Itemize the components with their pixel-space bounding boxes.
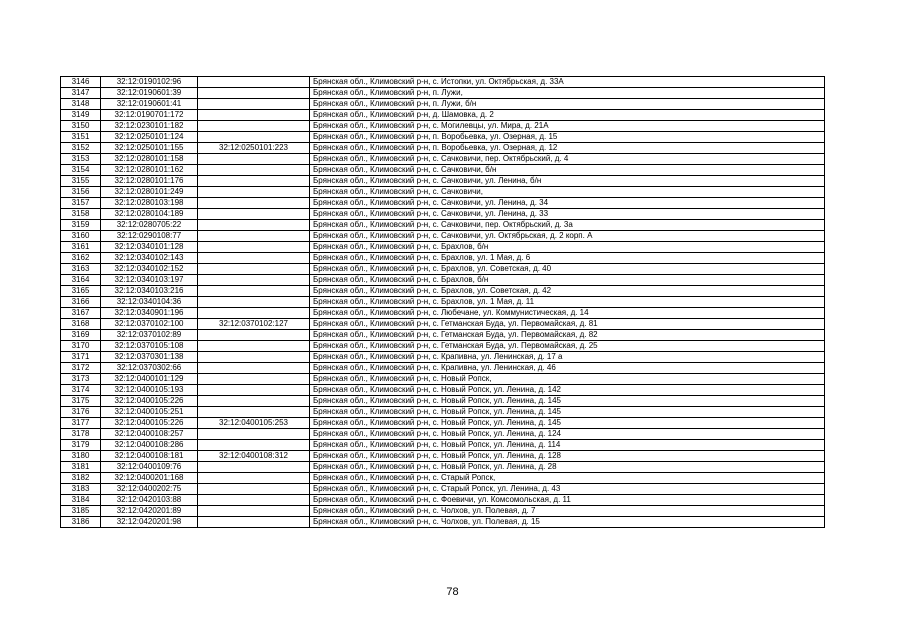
table-row bbox=[61, 165, 825, 176]
address-cell: Брянская обл., Климовский р-н, с. Гетманская Буда, ул. Первомайская, д. 82 bbox=[310, 330, 825, 341]
related-cadastral-number-cell bbox=[198, 209, 310, 220]
table-row bbox=[61, 209, 825, 220]
address-cell: Брянская обл., Климовский р-н, с. Сачковичи, ул. Ленина, б/н bbox=[310, 176, 825, 187]
table-row bbox=[61, 473, 825, 484]
property-table bbox=[60, 76, 825, 528]
row-number-cell: 3157 bbox=[61, 198, 101, 209]
table-row bbox=[61, 462, 825, 473]
related-cadastral-number-cell bbox=[198, 517, 310, 528]
address-cell: Брянская обл., Климовский р-н, с. Новый Ропск, ул. Ленина, д. 145 bbox=[310, 396, 825, 407]
table-row bbox=[61, 121, 825, 132]
row-number-cell: 3183 bbox=[61, 484, 101, 495]
address-cell: Брянская обл., Климовский р-н, с. Сачковичи, bbox=[310, 187, 825, 198]
address-cell: Брянская обл., Климовский р-н, с. Старый Ропск, bbox=[310, 473, 825, 484]
related-cadastral-number-cell bbox=[198, 187, 310, 198]
row-number-cell: 3168 bbox=[61, 319, 101, 330]
row-number-cell: 3165 bbox=[61, 286, 101, 297]
row-number-cell: 3181 bbox=[61, 462, 101, 473]
table-row bbox=[61, 198, 825, 209]
address-cell: Брянская обл., Климовский р-н, с. Чолхов, ул. Полевая, д. 7 bbox=[310, 506, 825, 517]
related-cadastral-number-cell bbox=[198, 440, 310, 451]
cadastral-number-cell: 32:12:0340103:197 bbox=[101, 275, 198, 286]
address-cell: Брянская обл., Климовский р-н, д. Шамовка, д. 2 bbox=[310, 110, 825, 121]
address-cell: Брянская обл., Климовский р-н, с. Новый Ропск, ул. Ленина, д. 124 bbox=[310, 429, 825, 440]
cadastral-number-cell: 32:12:0190601:39 bbox=[101, 88, 198, 99]
cadastral-number-cell: 32:12:0190701:172 bbox=[101, 110, 198, 121]
related-cadastral-number-cell bbox=[198, 429, 310, 440]
address-cell: Брянская обл., Климовский р-н, с. Новый Ропск, ул. Ленина, д. 28 bbox=[310, 462, 825, 473]
table-row bbox=[61, 506, 825, 517]
cadastral-number-cell: 32:12:0340104:36 bbox=[101, 297, 198, 308]
row-number-cell: 3179 bbox=[61, 440, 101, 451]
related-cadastral-number-cell bbox=[198, 352, 310, 363]
address-cell: Брянская обл., Климовский р-н, с. Сачковичи, ул. Октябрьская, д. 2 корп. А bbox=[310, 231, 825, 242]
related-cadastral-number-cell bbox=[198, 275, 310, 286]
related-cadastral-number-cell bbox=[198, 88, 310, 99]
cadastral-number-cell: 32:12:0420201:89 bbox=[101, 506, 198, 517]
row-number-cell: 3146 bbox=[61, 77, 101, 88]
related-cadastral-number-cell bbox=[198, 77, 310, 88]
address-cell: Брянская обл., Климовский р-н, п. Воробьевка, ул. Озерная, д. 12 bbox=[310, 143, 825, 154]
address-cell: Брянская обл., Климовский р-н, п. Лужи, bbox=[310, 88, 825, 99]
related-cadastral-number-cell bbox=[198, 110, 310, 121]
table-row bbox=[61, 429, 825, 440]
table-row bbox=[61, 374, 825, 385]
row-number-cell: 3172 bbox=[61, 363, 101, 374]
table-row bbox=[61, 275, 825, 286]
related-cadastral-number-cell bbox=[198, 407, 310, 418]
row-number-cell: 3156 bbox=[61, 187, 101, 198]
row-number-cell: 3175 bbox=[61, 396, 101, 407]
related-cadastral-number-cell bbox=[198, 363, 310, 374]
address-cell: Брянская обл., Климовский р-н, с. Сачковичи, ул. Ленина, д. 33 bbox=[310, 209, 825, 220]
cadastral-number-cell: 32:12:0400201:168 bbox=[101, 473, 198, 484]
related-cadastral-number-cell bbox=[198, 253, 310, 264]
row-number-cell: 3147 bbox=[61, 88, 101, 99]
cadastral-number-cell: 32:12:0370302:66 bbox=[101, 363, 198, 374]
cadastral-number-cell: 32:12:0280103:198 bbox=[101, 198, 198, 209]
address-cell: Брянская обл., Климовский р-н, с. Брахлов, б/н bbox=[310, 275, 825, 286]
row-number-cell: 3177 bbox=[61, 418, 101, 429]
address-cell: Брянская обл., Климовский р-н, с. Фоевичи, ул. Комсомольская, д. 11 bbox=[310, 495, 825, 506]
address-cell: Брянская обл., Климовский р-н, с. Гетманская Буда, ул. Первомайская, д. 25 bbox=[310, 341, 825, 352]
related-cadastral-number-cell bbox=[198, 297, 310, 308]
cadastral-number-cell: 32:12:0280101:249 bbox=[101, 187, 198, 198]
cadastral-number-cell: 32:12:0280101:176 bbox=[101, 176, 198, 187]
address-cell: Брянская обл., Климовский р-н, с. Сачковичи, пер. Октябрьский, д. 3а bbox=[310, 220, 825, 231]
row-number-cell: 3178 bbox=[61, 429, 101, 440]
row-number-cell: 3164 bbox=[61, 275, 101, 286]
row-number-cell: 3180 bbox=[61, 451, 101, 462]
row-number-cell: 3149 bbox=[61, 110, 101, 121]
table-row bbox=[61, 264, 825, 275]
address-cell: Брянская обл., Климовский р-н, с. Новый Ропск, ул. Ленина, д. 142 bbox=[310, 385, 825, 396]
table-row bbox=[61, 440, 825, 451]
table-row bbox=[61, 407, 825, 418]
cadastral-number-cell: 32:12:0400105:251 bbox=[101, 407, 198, 418]
table-row bbox=[61, 308, 825, 319]
row-number-cell: 3148 bbox=[61, 99, 101, 110]
address-cell: Брянская обл., Климовский р-н, с. Новый Ропск, bbox=[310, 374, 825, 385]
table-row bbox=[61, 451, 825, 462]
address-cell: Брянская обл., Климовский р-н, с. Сачковичи, б/н bbox=[310, 165, 825, 176]
related-cadastral-number-cell bbox=[198, 308, 310, 319]
cadastral-number-cell: 32:12:0230101:182 bbox=[101, 121, 198, 132]
cadastral-number-cell: 32:12:0280104:189 bbox=[101, 209, 198, 220]
address-cell: Брянская обл., Климовский р-н, с. Истопки, ул. Октябрьская, д. 33А bbox=[310, 77, 825, 88]
cadastral-number-cell: 32:12:0400101:129 bbox=[101, 374, 198, 385]
related-cadastral-number-cell: 32:12:0370102:127 bbox=[198, 319, 310, 330]
address-cell: Брянская обл., Климовский р-н, с. Крапивна, ул. Ленинская, д. 17 а bbox=[310, 352, 825, 363]
related-cadastral-number-cell bbox=[198, 165, 310, 176]
table-row bbox=[61, 517, 825, 528]
address-cell: Брянская обл., Климовский р-н, с. Чолхов, ул. Полевая, д. 15 bbox=[310, 517, 825, 528]
related-cadastral-number-cell bbox=[198, 176, 310, 187]
address-cell: Брянская обл., Климовский р-н, с. Новый Ропск, ул. Ленина, д. 114 bbox=[310, 440, 825, 451]
cadastral-number-cell: 32:12:0400108:181 bbox=[101, 451, 198, 462]
cadastral-number-cell: 32:12:0340103:216 bbox=[101, 286, 198, 297]
table-row bbox=[61, 418, 825, 429]
related-cadastral-number-cell bbox=[198, 495, 310, 506]
row-number-cell: 3162 bbox=[61, 253, 101, 264]
related-cadastral-number-cell: 32:12:0400108:312 bbox=[198, 451, 310, 462]
row-number-cell: 3171 bbox=[61, 352, 101, 363]
table-row bbox=[61, 231, 825, 242]
row-number-cell: 3163 bbox=[61, 264, 101, 275]
row-number-cell: 3176 bbox=[61, 407, 101, 418]
table-row bbox=[61, 242, 825, 253]
table-row bbox=[61, 154, 825, 165]
table-row bbox=[61, 341, 825, 352]
cadastral-number-cell: 32:12:0400202:75 bbox=[101, 484, 198, 495]
cadastral-number-cell: 32:12:0280705:22 bbox=[101, 220, 198, 231]
table-row bbox=[61, 495, 825, 506]
row-number-cell: 3170 bbox=[61, 341, 101, 352]
table-row bbox=[61, 330, 825, 341]
related-cadastral-number-cell bbox=[198, 506, 310, 517]
table-row bbox=[61, 352, 825, 363]
cadastral-number-cell: 32:12:0370105:108 bbox=[101, 341, 198, 352]
row-number-cell: 3161 bbox=[61, 242, 101, 253]
row-number-cell: 3152 bbox=[61, 143, 101, 154]
related-cadastral-number-cell bbox=[198, 132, 310, 143]
cadastral-number-cell: 32:12:0290108:77 bbox=[101, 231, 198, 242]
cadastral-number-cell: 32:12:0420103:88 bbox=[101, 495, 198, 506]
address-cell: Брянская обл., Климовский р-н, с. Сачковичи, пер. Октябрьский, д. 4 bbox=[310, 154, 825, 165]
related-cadastral-number-cell bbox=[198, 231, 310, 242]
row-number-cell: 3159 bbox=[61, 220, 101, 231]
related-cadastral-number-cell: 32:12:0400105:253 bbox=[198, 418, 310, 429]
table-row bbox=[61, 286, 825, 297]
cadastral-number-cell: 32:12:0280101:158 bbox=[101, 154, 198, 165]
address-cell: Брянская обл., Климовский р-н, с. Брахлов, ул. Советская, д. 40 bbox=[310, 264, 825, 275]
row-number-cell: 3166 bbox=[61, 297, 101, 308]
table-row bbox=[61, 253, 825, 264]
table-row bbox=[61, 385, 825, 396]
table-row bbox=[61, 187, 825, 198]
related-cadastral-number-cell bbox=[198, 330, 310, 341]
address-cell: Брянская обл., Климовский р-н, с. Брахлов, б/н bbox=[310, 242, 825, 253]
row-number-cell: 3154 bbox=[61, 165, 101, 176]
table-row bbox=[61, 88, 825, 99]
related-cadastral-number-cell bbox=[198, 264, 310, 275]
related-cadastral-number-cell: 32:12:0250101:223 bbox=[198, 143, 310, 154]
address-cell: Брянская обл., Климовский р-н, п. Лужи, б/н bbox=[310, 99, 825, 110]
related-cadastral-number-cell bbox=[198, 385, 310, 396]
table-body bbox=[61, 77, 825, 528]
cadastral-number-cell: 32:12:0370102:89 bbox=[101, 330, 198, 341]
address-cell: Брянская обл., Климовский р-н, с. Брахлов, ул. Советская, д. 42 bbox=[310, 286, 825, 297]
row-number-cell: 3155 bbox=[61, 176, 101, 187]
related-cadastral-number-cell bbox=[198, 374, 310, 385]
table-row bbox=[61, 110, 825, 121]
cadastral-number-cell: 32:12:0340901:196 bbox=[101, 308, 198, 319]
row-number-cell: 3184 bbox=[61, 495, 101, 506]
cadastral-number-cell: 32:12:0370102:100 bbox=[101, 319, 198, 330]
related-cadastral-number-cell bbox=[198, 396, 310, 407]
related-cadastral-number-cell bbox=[198, 99, 310, 110]
related-cadastral-number-cell bbox=[198, 220, 310, 231]
address-cell: Брянская обл., Климовский р-н, с. Гетманская Буда, ул. Первомайская, д. 81 bbox=[310, 319, 825, 330]
row-number-cell: 3150 bbox=[61, 121, 101, 132]
table-row bbox=[61, 396, 825, 407]
cadastral-number-cell: 32:12:0250101:124 bbox=[101, 132, 198, 143]
related-cadastral-number-cell bbox=[198, 484, 310, 495]
cadastral-number-cell: 32:12:0400108:257 bbox=[101, 429, 198, 440]
row-number-cell: 3167 bbox=[61, 308, 101, 319]
cadastral-number-cell: 32:12:0250101:155 bbox=[101, 143, 198, 154]
address-cell: Брянская обл., Климовский р-н, с. Новый Ропск, ул. Ленина, д. 145 bbox=[310, 418, 825, 429]
address-cell: Брянская обл., Климовский р-н, с. Любечане, ул. Коммунистическая, д. 14 bbox=[310, 308, 825, 319]
cadastral-number-cell: 32:12:0400105:193 bbox=[101, 385, 198, 396]
cadastral-number-cell: 32:12:0370301:138 bbox=[101, 352, 198, 363]
row-number-cell: 3182 bbox=[61, 473, 101, 484]
related-cadastral-number-cell bbox=[198, 198, 310, 209]
row-number-cell: 3173 bbox=[61, 374, 101, 385]
address-cell: Брянская обл., Климовский р-н, с. Брахлов, ул. 1 Мая, д. 6 bbox=[310, 253, 825, 264]
row-number-cell: 3169 bbox=[61, 330, 101, 341]
related-cadastral-number-cell bbox=[198, 462, 310, 473]
cadastral-number-cell: 32:12:0400105:226 bbox=[101, 396, 198, 407]
related-cadastral-number-cell bbox=[198, 121, 310, 132]
cadastral-number-cell: 32:12:0190601:41 bbox=[101, 99, 198, 110]
address-cell: Брянская обл., Климовский р-н, с. Могилевцы, ул. Мира, д. 21А bbox=[310, 121, 825, 132]
page-number: 78 bbox=[446, 586, 459, 598]
table-row bbox=[61, 363, 825, 374]
cadastral-number-cell: 32:12:0280101:162 bbox=[101, 165, 198, 176]
cadastral-number-cell: 32:12:0400108:286 bbox=[101, 440, 198, 451]
table-row bbox=[61, 132, 825, 143]
cadastral-number-cell: 32:12:0420201:98 bbox=[101, 517, 198, 528]
row-number-cell: 3186 bbox=[61, 517, 101, 528]
table-row bbox=[61, 484, 825, 495]
address-cell: Брянская обл., Климовский р-н, с. Новый Ропск, ул. Ленина, д. 145 bbox=[310, 407, 825, 418]
related-cadastral-number-cell bbox=[198, 286, 310, 297]
cadastral-number-cell: 32:12:0340102:152 bbox=[101, 264, 198, 275]
row-number-cell: 3185 bbox=[61, 506, 101, 517]
row-number-cell: 3153 bbox=[61, 154, 101, 165]
related-cadastral-number-cell bbox=[198, 242, 310, 253]
table-row bbox=[61, 297, 825, 308]
cadastral-number-cell: 32:12:0340101:128 bbox=[101, 242, 198, 253]
row-number-cell: 3158 bbox=[61, 209, 101, 220]
address-cell: Брянская обл., Климовский р-н, п. Воробьевка, ул. Озерная, д. 15 bbox=[310, 132, 825, 143]
table-row bbox=[61, 77, 825, 88]
table-row bbox=[61, 143, 825, 154]
related-cadastral-number-cell bbox=[198, 154, 310, 165]
table-row bbox=[61, 319, 825, 330]
cadastral-number-cell: 32:12:0400109:76 bbox=[101, 462, 198, 473]
address-cell: Брянская обл., Климовский р-н, с. Крапивна, ул. Ленинская, д. 46 bbox=[310, 363, 825, 374]
cadastral-number-cell: 32:12:0400105:226 bbox=[101, 418, 198, 429]
table-row bbox=[61, 220, 825, 231]
address-cell: Брянская обл., Климовский р-н, с. Новый Ропск, ул. Ленина, д. 128 bbox=[310, 451, 825, 462]
address-cell: Брянская обл., Климовский р-н, с. Старый Ропск, ул. Ленина, д. 43 bbox=[310, 484, 825, 495]
cadastral-number-cell: 32:12:0190102:96 bbox=[101, 77, 198, 88]
related-cadastral-number-cell bbox=[198, 473, 310, 484]
row-number-cell: 3160 bbox=[61, 231, 101, 242]
address-cell: Брянская обл., Климовский р-н, с. Брахлов, ул. 1 Мая, д. 11 bbox=[310, 297, 825, 308]
cadastral-number-cell: 32:12:0340102:143 bbox=[101, 253, 198, 264]
row-number-cell: 3151 bbox=[61, 132, 101, 143]
row-number-cell: 3174 bbox=[61, 385, 101, 396]
address-cell: Брянская обл., Климовский р-н, с. Сачковичи, ул. Ленина, д. 34 bbox=[310, 198, 825, 209]
related-cadastral-number-cell bbox=[198, 341, 310, 352]
table-row bbox=[61, 176, 825, 187]
table-row bbox=[61, 99, 825, 110]
